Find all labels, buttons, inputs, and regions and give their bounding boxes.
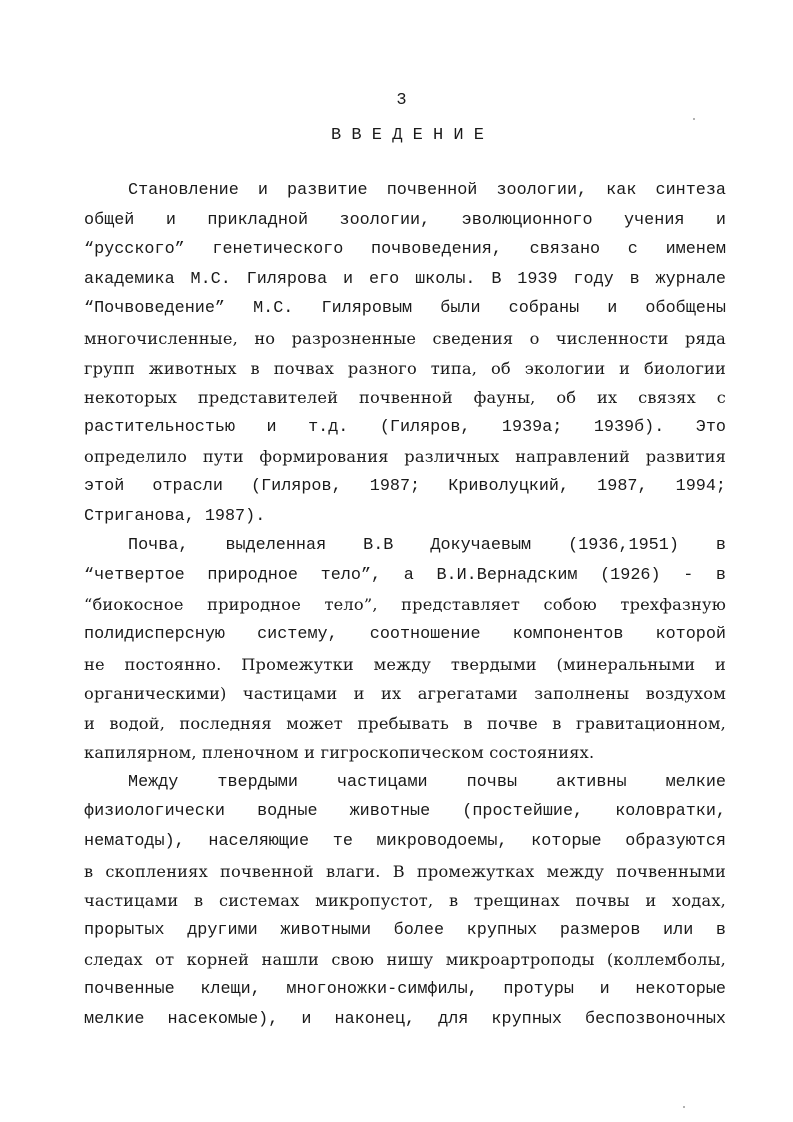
text-line: нематоды), населяющие те микроводоемы, которые образуются bbox=[84, 832, 726, 852]
text-line: Между твердыми частицами почвы активны мелкие bbox=[128, 772, 726, 792]
paragraph-3 bbox=[84, 768, 726, 1034]
paragraph-1 bbox=[84, 176, 726, 531]
text-line: многочисленные, но разрозненные сведения о численности ряда bbox=[84, 328, 726, 348]
text-line: капилярном, пленочном и гигроскопическом состояниях. bbox=[84, 743, 595, 763]
text-line: частицами в системах микропустот, в трещинах почвы и ходах, bbox=[84, 891, 726, 911]
text-line: групп животных в почвах разного типа, об экологии и биологии bbox=[84, 358, 726, 378]
text-line: почвенные клещи, многоножки-симфилы, протуры и некоторые bbox=[84, 980, 726, 1000]
page-number: 3 bbox=[396, 91, 407, 110]
text-line: Стриганова, 1987). bbox=[84, 506, 266, 526]
body-text bbox=[84, 176, 726, 1034]
text-line: “четвертое природное тело”, а В.И.Вернадским (1926) - в bbox=[84, 565, 726, 585]
paragraph-2 bbox=[84, 531, 726, 768]
text-line: и водой, последняя может пребывать в почве в гравитационном, bbox=[84, 713, 726, 733]
text-line: полидисперсную систему, соотношение компонентов которой bbox=[84, 624, 726, 644]
text-line: Почва, выделенная В.В Докучаевым (1936,1951) в bbox=[128, 536, 726, 556]
text-line: следах от корней нашли свою нишу микроартроподы (коллемболы, bbox=[84, 950, 726, 970]
text-line: физиологически водные животные (простейшие, коловратки, bbox=[84, 802, 726, 822]
text-line: мелкие насекомые), и наконец, для крупных беспозвоночных bbox=[84, 1009, 726, 1029]
text-line: в скоплениях почвенной влаги. В промежутках между почвенными bbox=[84, 861, 726, 881]
text-line: некоторых представителей почвенной фауны, об их связях с bbox=[84, 388, 726, 408]
text-line: органическими) частицами и их агрегатами заполнены воздухом bbox=[84, 684, 726, 704]
scan-speck bbox=[693, 118, 695, 120]
text-line: определило пути формирования различных направлений развития bbox=[84, 447, 726, 467]
section-title: В В Е Д Е Н И Е bbox=[330, 126, 485, 145]
text-line: “русского” генетического почвоведения, связано с именем bbox=[84, 240, 726, 260]
scan-speck bbox=[683, 1106, 685, 1108]
text-line: общей и прикладной зоологии, эволюционного учения и bbox=[84, 210, 726, 230]
text-line: академика М.С. Гилярова и его школы. В 1939 году в журнале bbox=[84, 269, 726, 289]
text-line: “Почвоведение” М.С. Гиляровым были собраны и обобщены bbox=[84, 299, 726, 319]
text-line: этой отрасли (Гиляров, 1987; Криволуцкий, 1987, 1994; bbox=[84, 476, 726, 496]
text-line: не постоянно. Промежутки между твердыми (минеральными и bbox=[84, 654, 726, 674]
text-line: “биокосное природное тело”, представляет собою трехфазную bbox=[84, 595, 726, 615]
text-line: прорытых другими животными более крупных размеров или в bbox=[84, 920, 726, 940]
text-line: растительностью и т.д. (Гиляров, 1939а; 1939б). Это bbox=[84, 417, 726, 437]
text-line: Становление и развитие почвенной зоологии, как синтеза bbox=[128, 181, 726, 200]
